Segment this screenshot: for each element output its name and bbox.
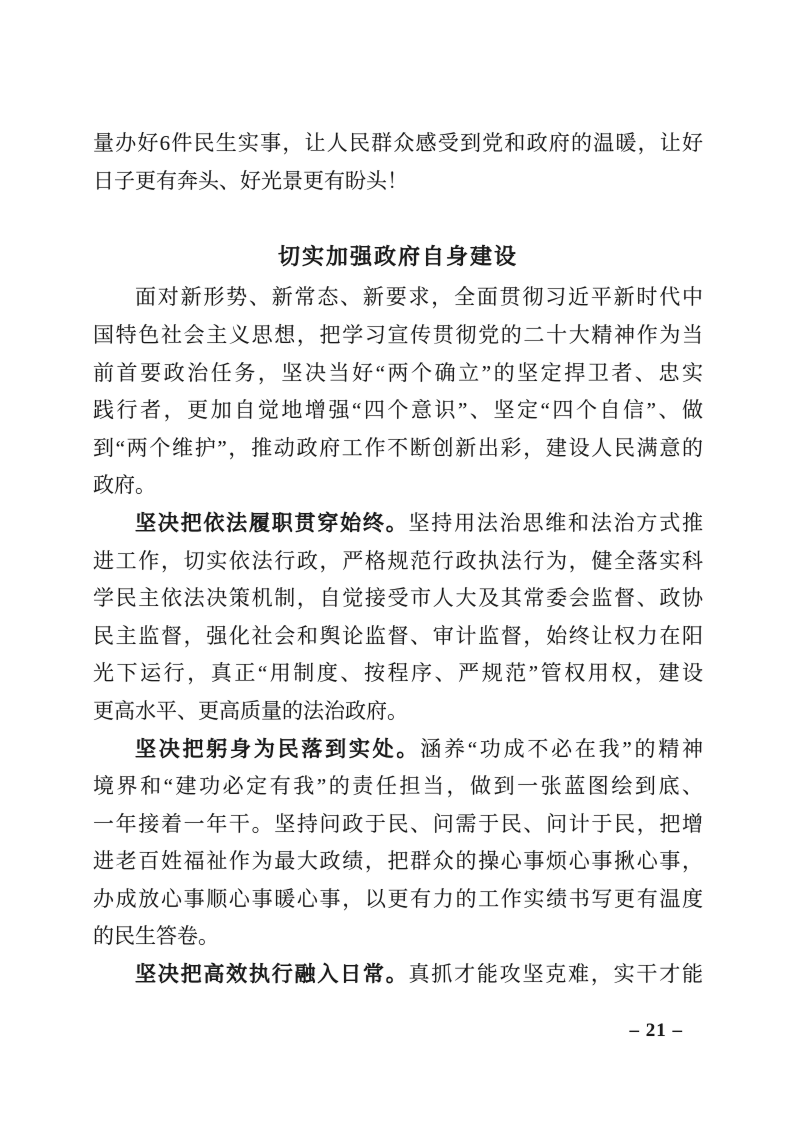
body-line <box>93 618 703 656</box>
body-line <box>93 918 703 956</box>
body-line-text: 的民生答卷。 <box>93 924 219 949</box>
bold-lead: 坚决把躬身为民落到实处。 <box>135 736 421 761</box>
body-line <box>93 655 703 693</box>
body-line-text: 真抓才能攻坚克难，实干才能 <box>408 962 703 987</box>
body-line-text: 办成放心事顺心事暖心事，以更有力的工作实绩书写更有温度 <box>93 886 703 911</box>
body-line <box>93 125 703 163</box>
body-line-text: 到“两个维护”，推动政府工作不断创新出彩，建设人民满意的 <box>93 435 703 460</box>
body-line-text: 更高水平、更高质量的法治政府。 <box>93 698 408 723</box>
body-line-text: 光下运行，真正“用制度、按程序、严规范”管权用权，建设 <box>93 661 703 686</box>
bold-lead: 坚决把高效执行融入日常。 <box>135 962 409 987</box>
body-line-text: 政府。 <box>93 473 156 498</box>
body-line-text: 前首要政治任务，坚决当好“两个确立”的坚定捍卫者、忠实 <box>93 360 703 385</box>
page-number: – 21 – <box>629 1020 683 1041</box>
body-line <box>93 580 703 618</box>
body-line <box>93 956 703 994</box>
text-block <box>93 125 703 994</box>
body-line-text: 一年接着一年干。坚持问政于民、问需于民、问计于民，把增 <box>93 811 703 836</box>
section-heading: 切实加强政府自身建设 <box>277 243 518 269</box>
body-line-text: 坚持用法治思维和法治方式推 <box>408 510 703 535</box>
body-line-text: 践行者，更加自觉地增强“四个意识”、坚定“四个自信”、做 <box>93 398 703 423</box>
body-line-text: 进工作，切实依法行政，严格规范行政执法行为，健全落实科 <box>93 548 703 573</box>
body-line <box>93 731 703 769</box>
body-line-text: 国特色社会主义思想，把学习宣传贯彻党的二十大精神作为当 <box>93 322 703 347</box>
body-line <box>93 881 703 919</box>
body-line-text: 民主监督，强化社会和舆论监督、审计监督，始终让权力在阳 <box>93 623 703 648</box>
body-line <box>93 693 703 731</box>
body-line-text: 进老百姓福祉作为最大政绩，把群众的操心事烦心事揪心事， <box>93 849 703 874</box>
body-line <box>93 279 703 317</box>
body-line <box>93 355 703 393</box>
body-line <box>93 543 703 581</box>
body-line <box>93 467 703 505</box>
body-line-text: 量办好6件民生实事，让人民群众感受到党和政府的温暖，让好 <box>93 131 703 155</box>
body-line-text: 面对新形势、新常态、新要求，全面贯彻习近平新时代中 <box>135 285 703 310</box>
body-line <box>93 430 703 468</box>
body-line-text: 涵养“功成不必在我”的精神 <box>420 736 704 761</box>
body-line <box>93 317 703 355</box>
body-line <box>93 392 703 430</box>
body-line <box>93 843 703 881</box>
body-line <box>93 806 703 844</box>
body-line <box>93 163 703 201</box>
body-line-text: 日子更有奔头、好光景更有盼头！ <box>93 168 408 193</box>
body-line-text: 学民主依法决策机制，自觉接受市人大及其常委会监督、政协 <box>93 586 703 611</box>
bold-lead: 坚决把依法履职贯穿始终。 <box>135 510 409 535</box>
body-line <box>93 768 703 806</box>
body-line <box>93 505 703 543</box>
body-line-text: 境界和“建功必定有我”的责任担当，做到一张蓝图绘到底、 <box>93 774 703 799</box>
